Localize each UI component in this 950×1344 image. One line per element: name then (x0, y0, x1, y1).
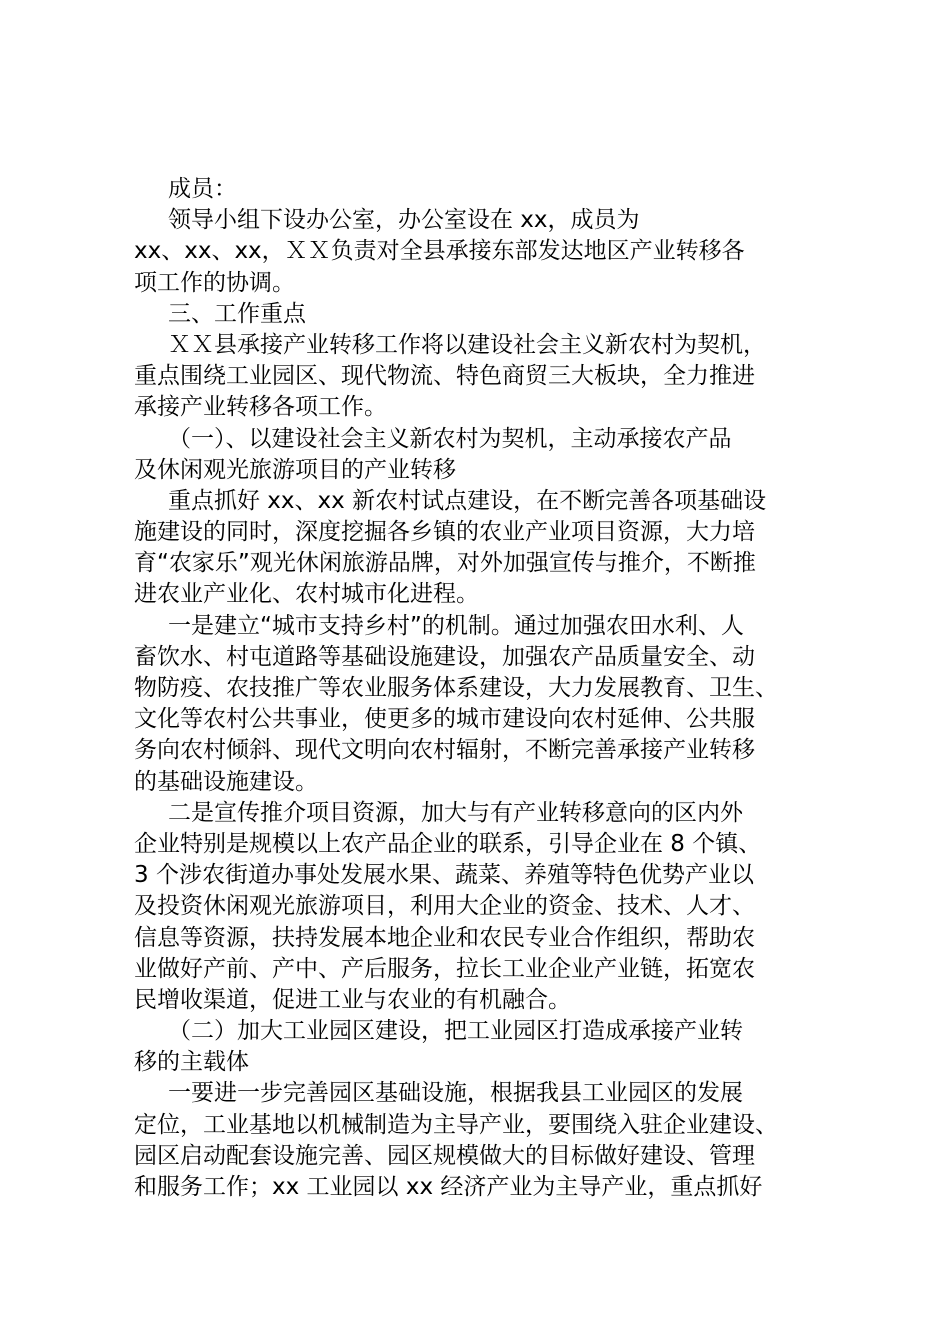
document-line: xx、xx、xx，ＸＸ负责对全县承接东部发达地区产业转移各 (134, 238, 745, 265)
document-line: （一）、以建设社会主义新农村为契机，主动承接农产品 (168, 425, 732, 452)
document-line: 重点抓好 xx、xx 新农村试点建设，在不断完善各项基础设 (168, 487, 767, 514)
document-line: 3 个涉农街道办事处发展水果、蔬菜、养殖等特色优势产业以 (134, 862, 754, 889)
document-line: 二是宣传推介项目资源，加大与有产业转移意向的区内外 (168, 799, 743, 826)
document-line: ＸＸ县承接产业转移工作将以建设社会主义新农村为契机， (168, 331, 766, 358)
document-line: 畜饮水、村屯道路等基础设施建设，加强农产品质量安全、动 (134, 643, 755, 670)
document-line: 领导小组下设办公室，办公室设在 xx，成员为 (168, 207, 640, 234)
document-line: 文化等农村公共事业，使更多的城市建设向农村延伸、公共服 (134, 706, 755, 733)
document-line: 务向农村倾斜、现代文明向农村辐射，不断完善承接产业转移 (134, 737, 755, 764)
document-line: 园区启动配套设施完善、园区规模做大的目标做好建设、管理 (134, 1142, 755, 1169)
document-line: 一要进一步完善园区基础设施，根据我县工业园区的发展 (168, 1080, 743, 1107)
document-line: 施建设的同时，深度挖掘各乡镇的农业产业项目资源，大力培 (134, 519, 755, 546)
document-line: 育“农家乐”观光休闲旅游品牌，对外加强宣传与推介，不断推 (134, 550, 756, 577)
document-line: 三、工作重点 (168, 300, 306, 327)
document-line: 信息等资源，扶持发展本地企业和农民专业合作组织，帮助农 (134, 924, 755, 951)
document-line: 一是建立“城市支持乡村”的机制。通过加强农田水利、人 (168, 612, 744, 639)
document-line: 定位，工业基地以机械制造为主导产业，要围绕入驻企业建设、 (134, 1111, 778, 1138)
document-line: 民增收渠道，促进工业与农业的有机融合。 (134, 986, 571, 1013)
document-line: 和服务工作；xx 工业园以 xx 经济产业为主导产业，重点抓好 (134, 1174, 763, 1200)
document-line: 承接产业转移各项工作。 (134, 394, 387, 421)
document-line: （二）加大工业园区建设，把工业园区打造成承接产业转 (168, 1018, 743, 1045)
document-line: 移的主载体 (134, 1049, 249, 1076)
document-body (134, 174, 834, 1203)
document-line: 成员： (168, 176, 237, 202)
document-line: 重点围绕工业园区、现代物流、特色商贸三大板块，全力推进 (134, 363, 755, 390)
document-line: 物防疫、农技推广等农业服务体系建设，大力发展教育、卫生、 (134, 675, 778, 701)
document-line: 及休闲观光旅游项目的产业转移 (134, 456, 456, 483)
document-line: 业做好产前、产中、产后服务，拉长工业企业产业链，拓宽农 (134, 955, 755, 982)
document-line: 项工作的协调。 (134, 269, 295, 296)
document-line: 企业特别是规模以上农产品企业的联系，引导企业在 8 个镇、 (134, 830, 762, 857)
document-line: 进农业产业化、农村城市化进程。 (134, 581, 479, 608)
document-line: 及投资休闲观光旅游项目，利用大企业的资金、技术、人才、 (134, 893, 755, 920)
document-line: 的基础设施建设。 (134, 768, 318, 795)
